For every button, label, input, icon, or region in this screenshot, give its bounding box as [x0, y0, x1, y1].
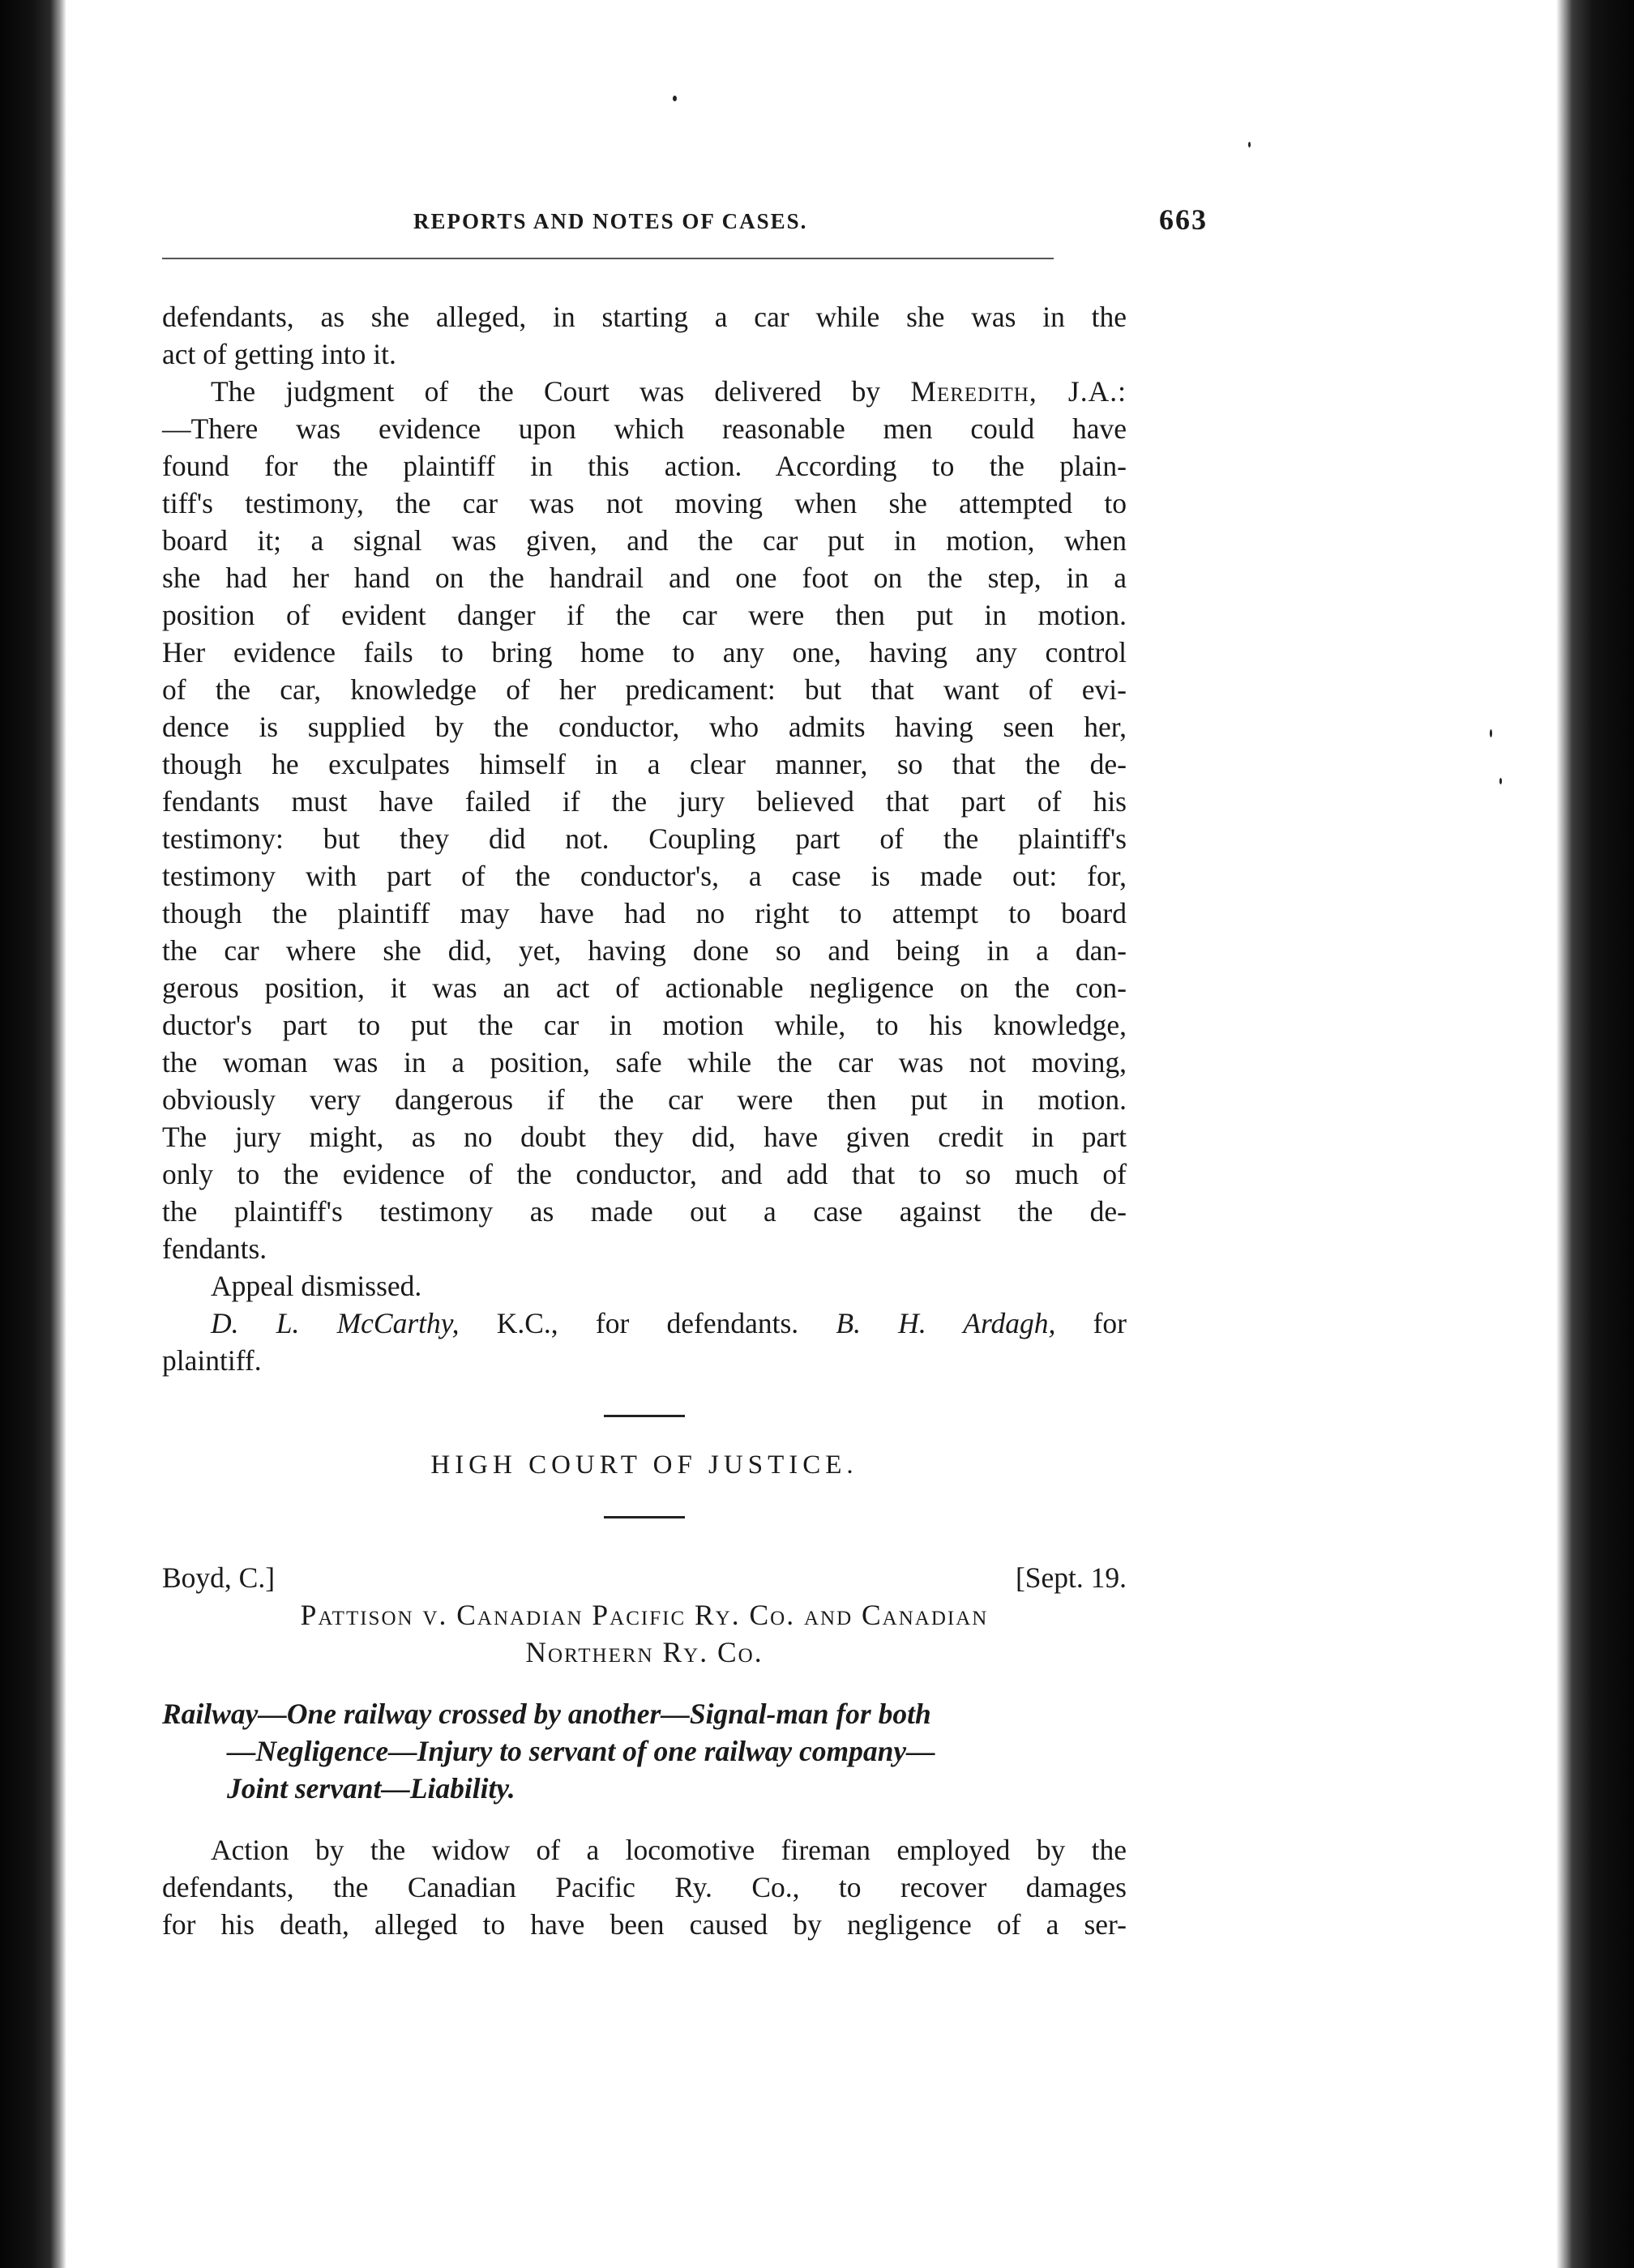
judgment-line: position of evident danger if the car were then put in motion. — [162, 599, 1127, 631]
appeal-result: Appeal dismissed. — [211, 1270, 422, 1302]
judgment-line: gerous position, it was an act of actionable negligence on the con- — [162, 972, 1127, 1004]
judgment-line: defendants, as she alleged, in starting a car while she was in the — [162, 301, 1127, 333]
headnote — [162, 1695, 1127, 1807]
court-heading: HIGH COURT OF JUSTICE. — [430, 1450, 858, 1480]
speckle — [1499, 778, 1502, 784]
headnote-line: Railway—One railway crossed by another—Signal-man for both — [162, 1698, 931, 1730]
closing-line: defendants, the Canadian Pacific Ry. Co., to recover damages — [162, 1871, 1127, 1903]
judgment-line: —There was evidence upon which reasonable men could have — [162, 412, 1127, 445]
case-parties-line-1: Pattison v. Canadian Pacific Ry. Co. and Canadian — [300, 1599, 989, 1631]
headnote-line: Joint servant—Liability. — [227, 1772, 515, 1805]
counsel-defendants-name: D. L. McCarthy, — [211, 1307, 460, 1339]
judgment-text — [162, 298, 1127, 1267]
judgment-line: found for the plaintiff in this action. According to the plain- — [162, 450, 1127, 482]
judgment-line: tiff's testimony, the car was not moving when she attempted to — [162, 487, 1127, 519]
judgment-line-text: The judgment of the Court was delivered by — [211, 375, 881, 408]
page — [162, 194, 1208, 1941]
judgment-line: the car where she did, yet, having done so and being in a dan- — [162, 934, 1127, 967]
judgment-line: obviously very dangerous if the car were then put in motion. — [162, 1083, 1127, 1116]
counsel-line — [162, 1305, 1127, 1342]
counsel-plaintiff-name: B. H. Ardagh, — [836, 1307, 1056, 1339]
judgment-line — [162, 373, 1127, 410]
page-number: 663 — [1159, 203, 1208, 236]
judge-name: Meredith, J.A.: — [910, 375, 1127, 408]
scan-edge-left — [0, 0, 66, 2268]
judgment-line: though the plaintiff may have had no right to attempt to board — [162, 897, 1127, 929]
closing-line: for his death, alleged to have been caused by negligence of a ser- — [162, 1908, 1127, 1941]
judgment-line: board it; a signal was given, and the car put in motion, when — [162, 524, 1127, 557]
speckle — [1490, 729, 1492, 737]
header-rule — [162, 258, 1054, 259]
closing-line: Action by the widow of a locomotive fireman employed by the — [211, 1834, 1127, 1866]
section-rule — [604, 1415, 685, 1417]
judgment-line: ductor's part to put the car in motion while, to his knowledge, — [162, 1009, 1127, 1041]
counsel-defendants-text: K.C., for defendants. — [496, 1307, 799, 1339]
judgment-line: though he exculpates himself in a clear manner, so that the de- — [162, 748, 1127, 780]
judgment-line: the plaintiff's testimony as made out a case against the de- — [162, 1195, 1127, 1228]
judgment-line: testimony with part of the conductor's, a case is made out: for, — [162, 860, 1127, 892]
judgment-line: the woman was in a position, safe while the car was not moving, — [162, 1046, 1127, 1078]
judgment-line: dence is supplied by the conductor, who admits having seen her, — [162, 711, 1127, 743]
counsel-plaintiff-text: for — [1093, 1307, 1127, 1339]
case-judge: Boyd, C.] — [162, 1561, 276, 1594]
judgment-line: The jury might, as no doubt they did, have given credit in part — [162, 1121, 1127, 1153]
scan-edge-right — [1556, 0, 1634, 2268]
judgment-line: only to the evidence of the conductor, and add that to so much of — [162, 1158, 1127, 1190]
speckle — [673, 96, 677, 101]
judgment-line: of the car, knowledge of her predicament: but that want of evi- — [162, 673, 1127, 706]
judgment-line: act of getting into it. — [162, 338, 396, 370]
page-body — [162, 298, 1127, 1943]
running-head-title: REPORTS AND NOTES OF CASES. — [413, 209, 808, 233]
judgment-line: she had her hand on the handrail and one foot on the step, in a — [162, 562, 1127, 594]
speckle — [1248, 142, 1251, 147]
judgment-line: Her evidence fails to bring home to any one, having any control — [162, 636, 1127, 668]
section-rule — [604, 1516, 685, 1518]
case-date: [Sept. 19. — [1015, 1561, 1127, 1594]
judgment-line: fendants. — [162, 1232, 267, 1265]
headnote-line: —Negligence—Injury to servant of one railway company— — [227, 1735, 935, 1767]
judgment-line: testimony: but they did not. Coupling part of the plaintiff's — [162, 822, 1127, 855]
judgment-line: fendants must have failed if the jury believed that part of his — [162, 785, 1127, 818]
case-parties-line-2: Northern Ry. Co. — [525, 1636, 764, 1668]
counsel-tail: plaintiff. — [162, 1344, 262, 1377]
running-head — [162, 194, 1208, 243]
case-caption — [162, 1559, 1127, 1596]
